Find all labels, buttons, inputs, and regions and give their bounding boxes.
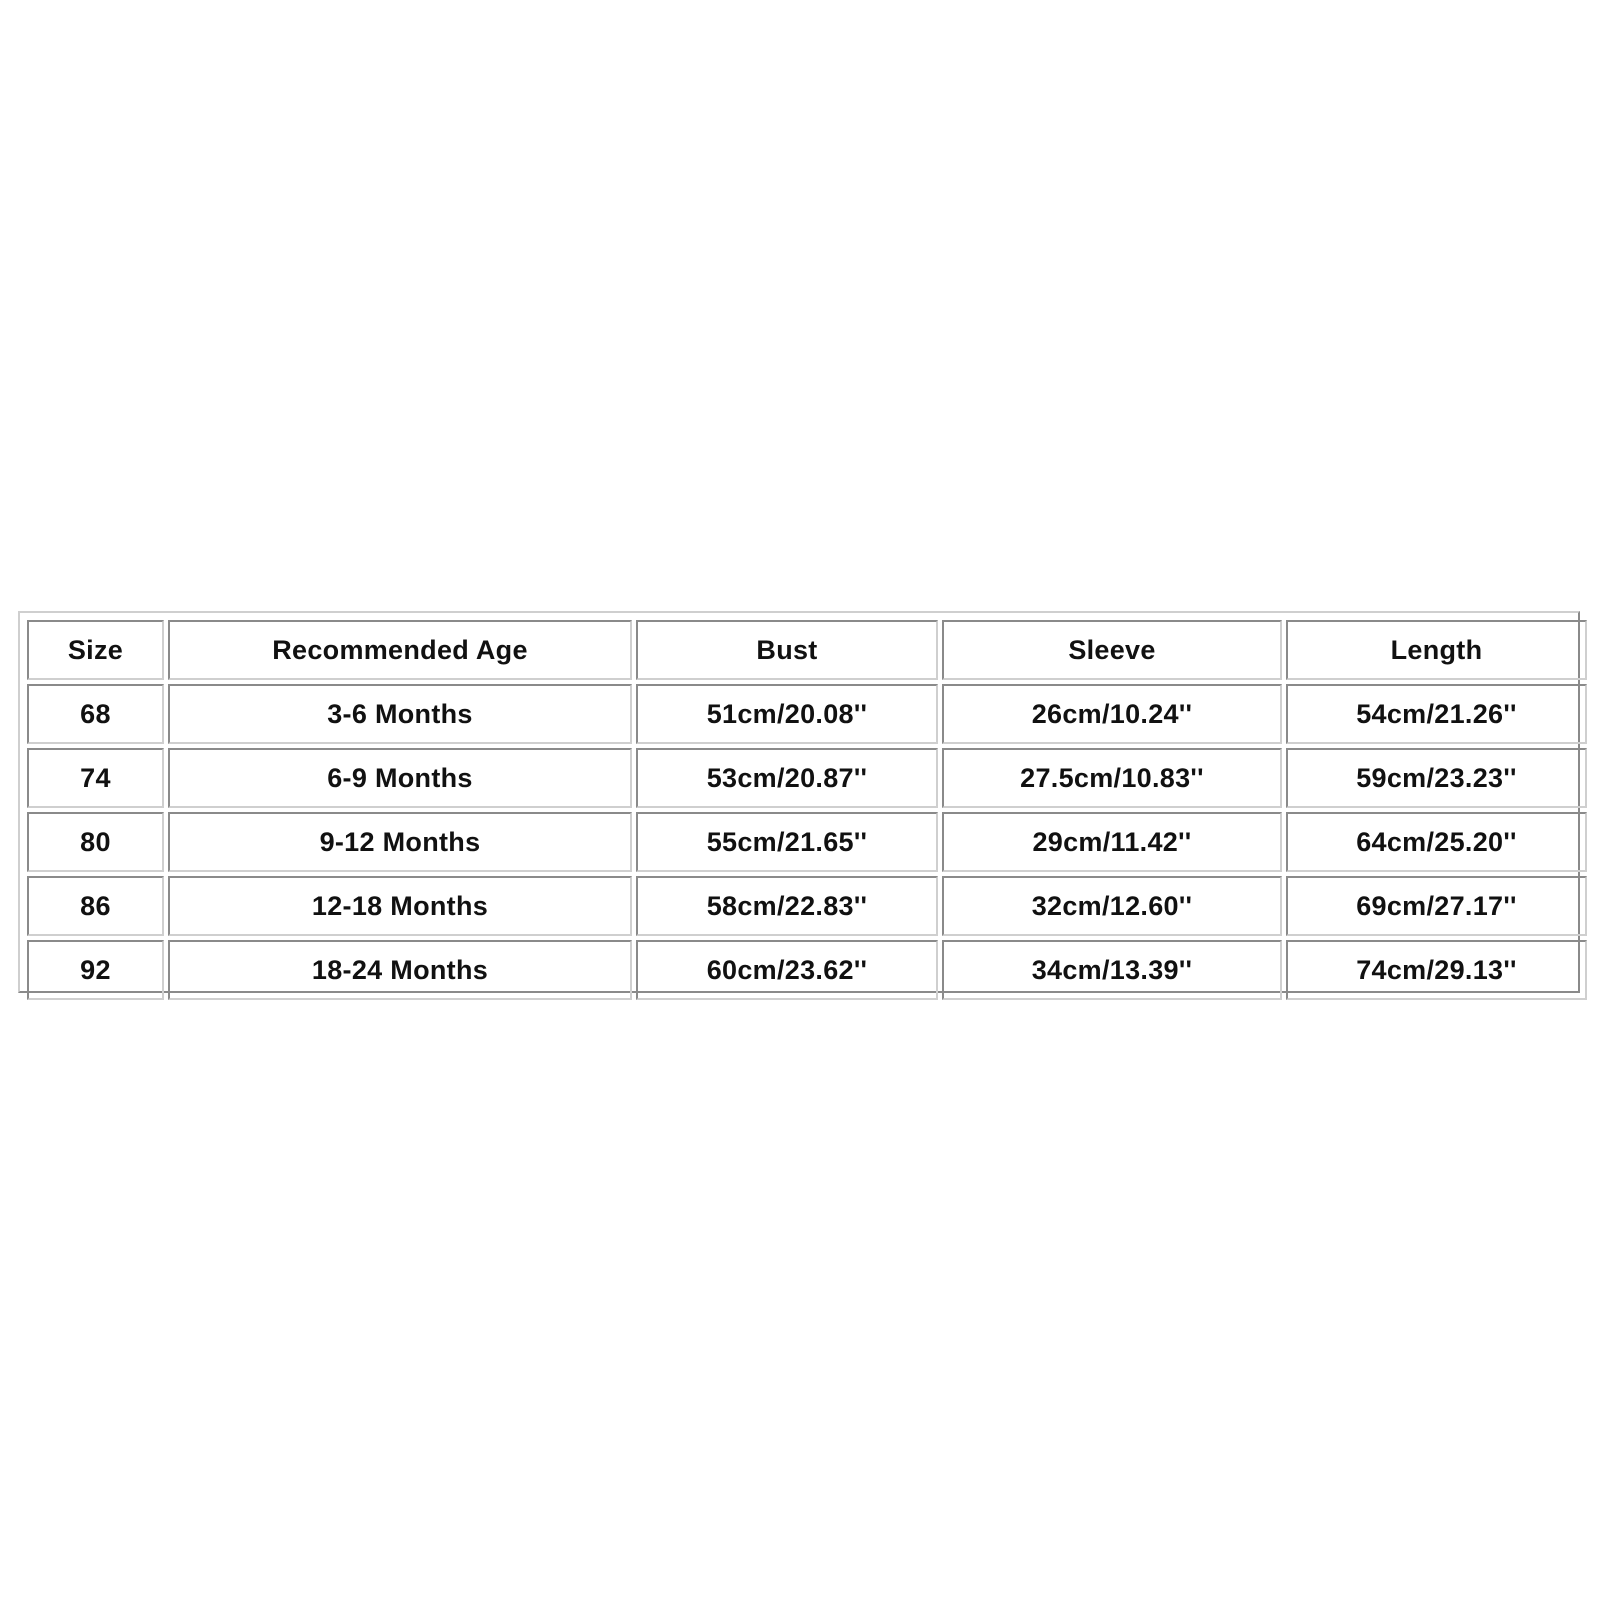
header-recommended-age: Recommended Age bbox=[168, 620, 632, 680]
cell-bust: 51cm/20.08'' bbox=[636, 684, 938, 744]
cell-size: 68 bbox=[27, 684, 164, 744]
cell-length: 54cm/21.26'' bbox=[1286, 684, 1587, 744]
header-length: Length bbox=[1286, 620, 1587, 680]
cell-bust: 53cm/20.87'' bbox=[636, 748, 938, 808]
cell-age: 18-24 Months bbox=[168, 940, 632, 1000]
table-row bbox=[27, 940, 1587, 1000]
cell-length: 74cm/29.13'' bbox=[1286, 940, 1587, 1000]
table-row bbox=[27, 748, 1587, 808]
cell-length: 69cm/27.17'' bbox=[1286, 876, 1587, 936]
cell-age: 3-6 Months bbox=[168, 684, 632, 744]
table-row bbox=[27, 812, 1587, 872]
header-size: Size bbox=[27, 620, 164, 680]
header-sleeve: Sleeve bbox=[942, 620, 1282, 680]
cell-sleeve: 29cm/11.42'' bbox=[942, 812, 1282, 872]
size-chart-frame bbox=[18, 611, 1580, 993]
cell-sleeve: 34cm/13.39'' bbox=[942, 940, 1282, 1000]
size-chart-table bbox=[23, 616, 1591, 1004]
cell-size: 86 bbox=[27, 876, 164, 936]
header-row bbox=[27, 620, 1587, 680]
table-row bbox=[27, 876, 1587, 936]
cell-age: 6-9 Months bbox=[168, 748, 632, 808]
cell-size: 80 bbox=[27, 812, 164, 872]
cell-age: 12-18 Months bbox=[168, 876, 632, 936]
cell-sleeve: 32cm/12.60'' bbox=[942, 876, 1282, 936]
cell-size: 74 bbox=[27, 748, 164, 808]
cell-length: 59cm/23.23'' bbox=[1286, 748, 1587, 808]
cell-length: 64cm/25.20'' bbox=[1286, 812, 1587, 872]
cell-sleeve: 26cm/10.24'' bbox=[942, 684, 1282, 744]
cell-age: 9-12 Months bbox=[168, 812, 632, 872]
table-row bbox=[27, 684, 1587, 744]
cell-bust: 55cm/21.65'' bbox=[636, 812, 938, 872]
cell-bust: 58cm/22.83'' bbox=[636, 876, 938, 936]
header-bust: Bust bbox=[636, 620, 938, 680]
cell-size: 92 bbox=[27, 940, 164, 1000]
cell-sleeve: 27.5cm/10.83'' bbox=[942, 748, 1282, 808]
cell-bust: 60cm/23.62'' bbox=[636, 940, 938, 1000]
